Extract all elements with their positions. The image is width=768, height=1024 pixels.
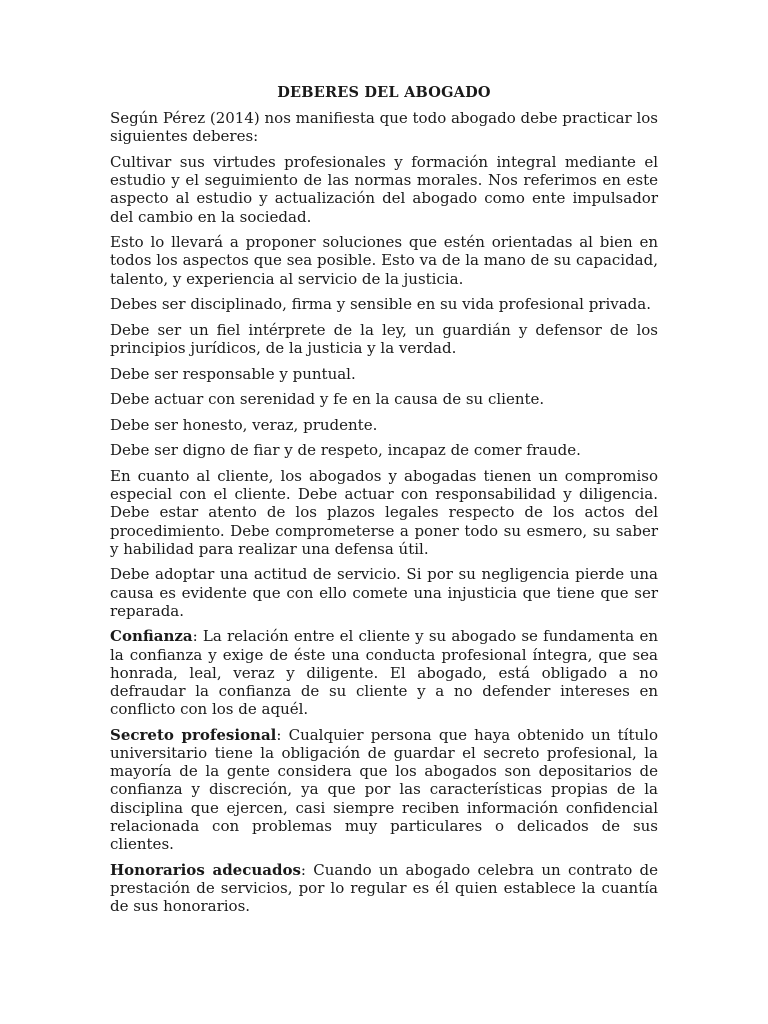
paragraph-soluciones xyxy=(110,233,658,288)
paragraph-text: : Cualquier persona que haya obtenido un título universitario tiene la obligación de guardar el secreto profesional, la mayoría de la gente considera que los abogados son depositarios de confianza y discreción, ya que por las características propias de la disciplina que ejercen, casi siempre reciben información confidencial relacionada con problemas muy particulares o delicados de sus clientes. xyxy=(110,725,658,853)
paragraph-secreto-profesional xyxy=(110,726,658,853)
paragraph-text: Debe ser digno de fiar y de respeto, incapaz de comer fraude. xyxy=(110,441,581,460)
paragraph-text: Debe ser honesto, veraz, prudente. xyxy=(110,415,378,434)
paragraph-text: Según Pérez (2014) nos manifiesta que todo abogado debe practicar los siguientes deberes: xyxy=(110,109,658,146)
document-page xyxy=(110,84,658,923)
paragraph-intro xyxy=(110,109,658,145)
paragraph-responsable xyxy=(110,365,658,383)
paragraph-confianza xyxy=(110,627,658,718)
term-confianza: Confianza xyxy=(110,627,193,646)
paragraph-text: Debe adoptar una actitud de servicio. Si por su negligencia pierde una causa es evidente que con ello comete una injusticia que tiene que ser reparada. xyxy=(110,565,658,620)
term-honorarios-adecuados: Honorarios adecuados xyxy=(110,860,301,879)
paragraph-text: Debe actuar con serenidad y fe en la causa de su cliente. xyxy=(110,390,545,409)
paragraph-disciplinado xyxy=(110,295,658,313)
document-title: DEBERES DEL ABOGADO xyxy=(277,84,491,101)
paragraph-cliente xyxy=(110,467,658,558)
paragraph-text: Esto lo llevará a proponer soluciones que estén orientadas al bien en todos los aspectos que sea posible. Esto va de la mano de su capacidad, talento, y experiencia al servicio de la justicia. xyxy=(110,233,658,288)
paragraph-text: : Cuando un abogado celebra un contrato de prestación de servicios, por lo regular es él quien establece la cuantía de sus honorarios. xyxy=(110,860,658,915)
paragraph-text: Debes ser disciplinado, firma y sensible en su vida profesional privada. xyxy=(110,295,651,314)
paragraph-honorarios xyxy=(110,861,658,916)
paragraph-text: Debe ser responsable y puntual. xyxy=(110,364,356,383)
paragraph-honesto xyxy=(110,416,658,434)
paragraph-text: En cuanto al cliente, los abogados y abogadas tienen un compromiso especial con el cliente. Debe actuar con responsabilidad y diligencia. Debe estar atento de los plazos legales respecto de los actos del procedimiento. Debe comprometerse a poner todo su esmero, su saber y habilidad para realizar una defensa útil. xyxy=(110,466,658,558)
paragraph-text: : La relación entre el cliente y su abogado se fundamenta en la confianza y exige de éste una conducta profesional íntegra, que sea honrada, leal, veraz y diligente. El abogado, está obligado a no defraudar la confianza de su cliente y a no defender intereses en conflicto con los de aquél. xyxy=(110,627,658,719)
paragraph-serenidad xyxy=(110,390,658,408)
paragraph-cultivar xyxy=(110,153,658,226)
paragraph-text: Cultivar sus virtudes profesionales y formación integral mediante el estudio y el seguimiento de las normas morales. Nos referimos en este aspecto al estudio y actualización del abogado como ente impulsador del cambio en la sociedad. xyxy=(110,153,658,226)
paragraph-text: Debe ser un fiel intérprete de la ley, un guardián y defensor de los principios jurídicos, de la justicia y la verdad. xyxy=(110,320,658,357)
paragraph-digno xyxy=(110,441,658,459)
paragraph-servicio xyxy=(110,565,658,620)
paragraph-interprete xyxy=(110,321,658,357)
term-secreto-profesional: Secreto profesional xyxy=(110,725,277,744)
